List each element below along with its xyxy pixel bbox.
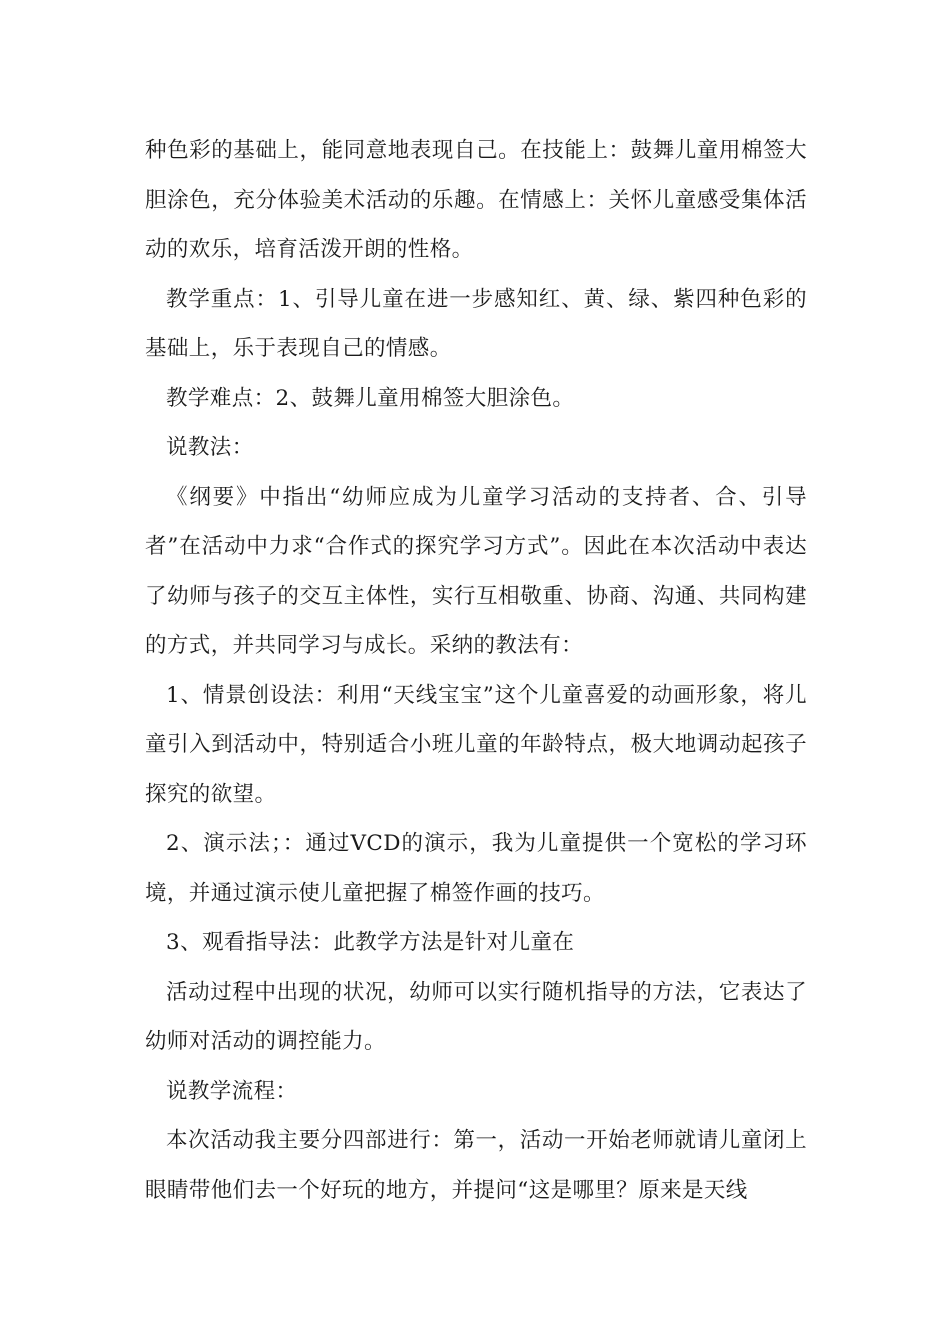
- paragraph-guideline-quote: 《纲要》中指出“幼师应成为儿童学习活动的支持者、合、引导者”在活动中力求“合作式的探究学习方式”。因此在本次活动中表达了幼师与孩子的交互主体性，实行互相敬重、协商、沟通、共同构建的方式，并共同学习与成长。采纳的教法有：: [145, 484, 807, 658]
- paragraph-process-intro: 本次活动我主要分四部进行：第一，活动一开始老师就请儿童闭上眼睛带他们去一个好玩的地方，并提问“这是哪里？原来是天线: [145, 1128, 807, 1203]
- paragraph-method-demonstration: 2、演示法；：通过VCD的演示，我为儿童提供一个宽松的学习环境，并通过演示使儿童把握了棉签作画的技巧。: [145, 831, 807, 906]
- paragraph-teaching-focus: 教学重点：1、引导儿童在进一步感知红、黄、绿、紫四种色彩的基础上，乐于表现自己的情感。: [145, 286, 807, 361]
- paragraph-method-scenario: 1、情景创设法：利用“天线宝宝”这个儿童喜爱的动画形象，将儿童引入到活动中，特别适合小班儿童的年龄特点，极大地调动起孩子探究的欲望。: [145, 682, 807, 807]
- paragraph-observation-continued: 活动过程中出现的状况，幼师可以实行随机指导的方法，它表达了幼师对活动的调控能力。: [145, 979, 807, 1054]
- paragraph-method-observation: 3、观看指导法：此教学方法是针对儿童在: [166, 930, 575, 955]
- paragraph-teaching-difficulty: 教学难点：2、鼓舞儿童用棉签大胆涂色。: [166, 385, 575, 411]
- paragraph-goals-continued: 种色彩的基础上，能同意地表现自己。在技能上：鼓舞儿童用棉签大胆涂色，充分体验美术活动的乐趣。在情感上：关怀儿童感受集体活动的欢乐，培育活泼开朗的性格。: [145, 138, 807, 262]
- document-body: [145, 126, 807, 1215]
- heading-teaching-methods: 说教法：: [166, 435, 254, 460]
- heading-teaching-process: 说教学流程：: [166, 1078, 298, 1104]
